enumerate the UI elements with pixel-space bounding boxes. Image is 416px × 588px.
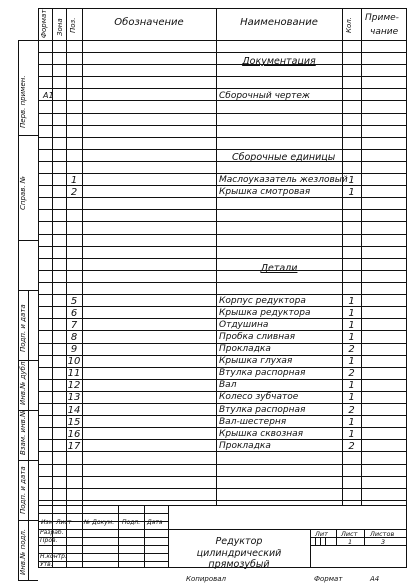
part-row-name: Прокладка (219, 344, 271, 354)
tb-col-data: Дата (147, 519, 163, 526)
part-row-name: Корпус редуктора (219, 295, 306, 306)
tb-lit-bottom (310, 545, 407, 546)
header-designation: Обозначение (114, 17, 184, 28)
part-row-pos: 10 (67, 356, 81, 368)
part-row-pos: 8 (70, 331, 78, 343)
part-row-pos: 6 (70, 307, 78, 319)
tb-lit-sep1 (336, 529, 337, 545)
part-row-qty: 2 (348, 440, 355, 452)
section-parts: Детали (260, 263, 298, 274)
side-label-perv-primen: Перв. примен. (19, 75, 27, 128)
part-row-pos: 15 (67, 416, 81, 428)
side-label-podp-data-2: Подп. и дата (19, 466, 27, 514)
tb-col-line (118, 505, 119, 568)
part-row-name: Колесо зубчатое (219, 392, 299, 403)
tb-row-line (38, 561, 168, 562)
tb-lit-cell (315, 537, 316, 545)
part-row-name: Втулка распорная (219, 404, 306, 415)
tb-col-line (82, 505, 83, 568)
part-row-qty: 1 (348, 295, 355, 307)
tb-list: Лист (341, 530, 358, 538)
table-row-line (38, 464, 407, 465)
part-row-name: Отдушина (219, 319, 269, 330)
table-row-line (38, 234, 407, 235)
tb-col-doc: № Докум. (84, 519, 115, 526)
side-strip-sep3 (18, 290, 38, 291)
assembly-row-qty: 1 (348, 174, 355, 186)
footer-copied: Копировал (186, 575, 226, 583)
header-zone: Зона (56, 18, 64, 36)
assembly-row-pos: 2 (70, 186, 78, 198)
table-row-line (38, 488, 407, 489)
tb-title-line2: цилиндрический (196, 548, 282, 559)
part-row-pos: 13 (67, 392, 81, 404)
header-name: Наименование (240, 17, 318, 28)
part-row-qty: 1 (348, 416, 355, 428)
part-row-name: Крышка сквозная (219, 428, 304, 439)
part-row-pos: 9 (70, 344, 78, 355)
side-strip-top (18, 40, 38, 41)
part-row-name: Крышка редуктора (219, 307, 311, 318)
tb-row-utv: Утв. (40, 561, 53, 568)
header-bottom-line (38, 40, 407, 41)
footer-format-value: А4 (370, 575, 380, 583)
tb-lit-left (310, 529, 311, 568)
tb-listov-value: 3 (381, 538, 386, 546)
table-row-line (38, 209, 407, 210)
side-label-sprav-no: Справ. № (19, 175, 27, 210)
tb-row-prov: Пров. (40, 537, 58, 544)
footer-format: Формат (314, 575, 343, 583)
part-row-qty: 1 (348, 380, 355, 392)
table-row-line (38, 52, 407, 53)
tb-col-izm: Изм (41, 519, 54, 526)
table-row-line (38, 125, 407, 126)
table-row-line (38, 173, 407, 174)
table-row-line (38, 500, 407, 501)
table-row-line (38, 246, 407, 247)
table-row-line (38, 76, 407, 77)
side-strip-sep6 (18, 460, 38, 461)
tb-row-line (38, 513, 168, 514)
assembly-row-name: Крышка смотровая (219, 186, 311, 197)
tb-title-line1: Редуктор (215, 536, 263, 547)
part-row-qty: 2 (348, 368, 355, 380)
side-label-inv-dubl: Инв.№ дубл. (19, 359, 27, 405)
part-row-qty: 1 (348, 319, 355, 331)
part-row-qty: 1 (348, 428, 355, 440)
table-row-line (38, 476, 407, 477)
section-documentation: Документация (242, 56, 316, 67)
tb-lit-cell (325, 537, 326, 545)
part-row-qty: 2 (348, 344, 355, 355)
side-strip-sep2 (18, 240, 38, 241)
header-qty: Кол. (345, 17, 353, 33)
tb-row-nkontr: Н.контр. (40, 553, 67, 560)
tb-row-line (38, 545, 168, 546)
table-row-line (38, 113, 407, 114)
assembly-row-pos: 1 (70, 174, 78, 186)
table-column-line (82, 8, 83, 505)
header-pos: Поз. (69, 17, 77, 33)
part-row-qty: 2 (348, 404, 355, 416)
tb-listov: Листов (370, 530, 395, 538)
tb-lit: Лит (315, 530, 328, 538)
tb-title-line3: прямозубый (208, 559, 270, 570)
part-row-pos: 16 (67, 428, 81, 440)
side-label-vzam-inv: Взам. инв.№ (19, 409, 27, 455)
side-label-inv-podl: Инв.№ подл. (19, 528, 27, 575)
doc-row-name: Сборочный чертеж (219, 91, 311, 101)
doc-row-format: A1 (43, 91, 54, 100)
assembly-row-name: Маслоуказатель жезловый (219, 174, 348, 185)
tb-col-line (144, 505, 145, 568)
table-row-line (38, 294, 407, 295)
table-row-line (38, 149, 407, 150)
section-assemblies: Сборочные единицы (232, 152, 336, 163)
part-row-pos: 12 (67, 380, 81, 392)
tb-row-line (38, 537, 168, 538)
part-row-pos: 14 (67, 404, 81, 416)
table-row-line (38, 258, 407, 259)
part-row-pos: 5 (70, 295, 78, 307)
table-column-line (361, 8, 362, 505)
side-label-podp-data-1: Подп. и дата (19, 304, 27, 352)
header-format: Формат (40, 9, 48, 38)
part-row-name: Крышка глухая (219, 356, 293, 367)
table-column-line (216, 8, 217, 505)
tb-col-podp: Подп. (122, 519, 141, 526)
header-note-line2: чание (370, 27, 399, 37)
header-note-line1: Приме- (365, 13, 399, 23)
part-row-pos: 7 (70, 319, 78, 331)
table-row-line (38, 88, 407, 89)
tb-col-list: Лист (56, 519, 72, 526)
side-strip-mid-line (28, 290, 29, 580)
tb-list-value: 1 (348, 538, 353, 546)
tb-lit-cell (320, 537, 321, 545)
part-row-qty: 1 (348, 356, 355, 368)
side-strip-sep7 (18, 520, 38, 521)
side-strip-bottom (18, 580, 38, 581)
table-row-line (38, 221, 407, 222)
side-strip-sep1 (18, 135, 38, 136)
part-row-qty: 1 (348, 392, 355, 404)
title-block-top-line (38, 505, 407, 506)
table-row-line (38, 137, 407, 138)
tb-lit-sep2 (364, 529, 365, 545)
part-row-qty: 1 (348, 307, 355, 319)
part-row-pos: 17 (67, 440, 81, 452)
tb-main-line (38, 529, 310, 530)
tb-row-razrab: Разраб. (40, 529, 64, 536)
part-row-name: Прокладка (219, 440, 271, 451)
table-column-line (52, 8, 53, 505)
part-row-name: Пробка сливная (219, 331, 296, 342)
part-row-qty: 1 (348, 331, 355, 343)
part-row-name: Вал-шестерня (219, 416, 287, 427)
part-row-pos: 11 (67, 368, 81, 380)
table-row-line (38, 282, 407, 283)
part-row-name: Вал (219, 380, 237, 391)
part-row-name: Втулка распорная (219, 368, 306, 379)
table-row-line (38, 161, 407, 162)
assembly-row-qty: 1 (348, 186, 355, 198)
